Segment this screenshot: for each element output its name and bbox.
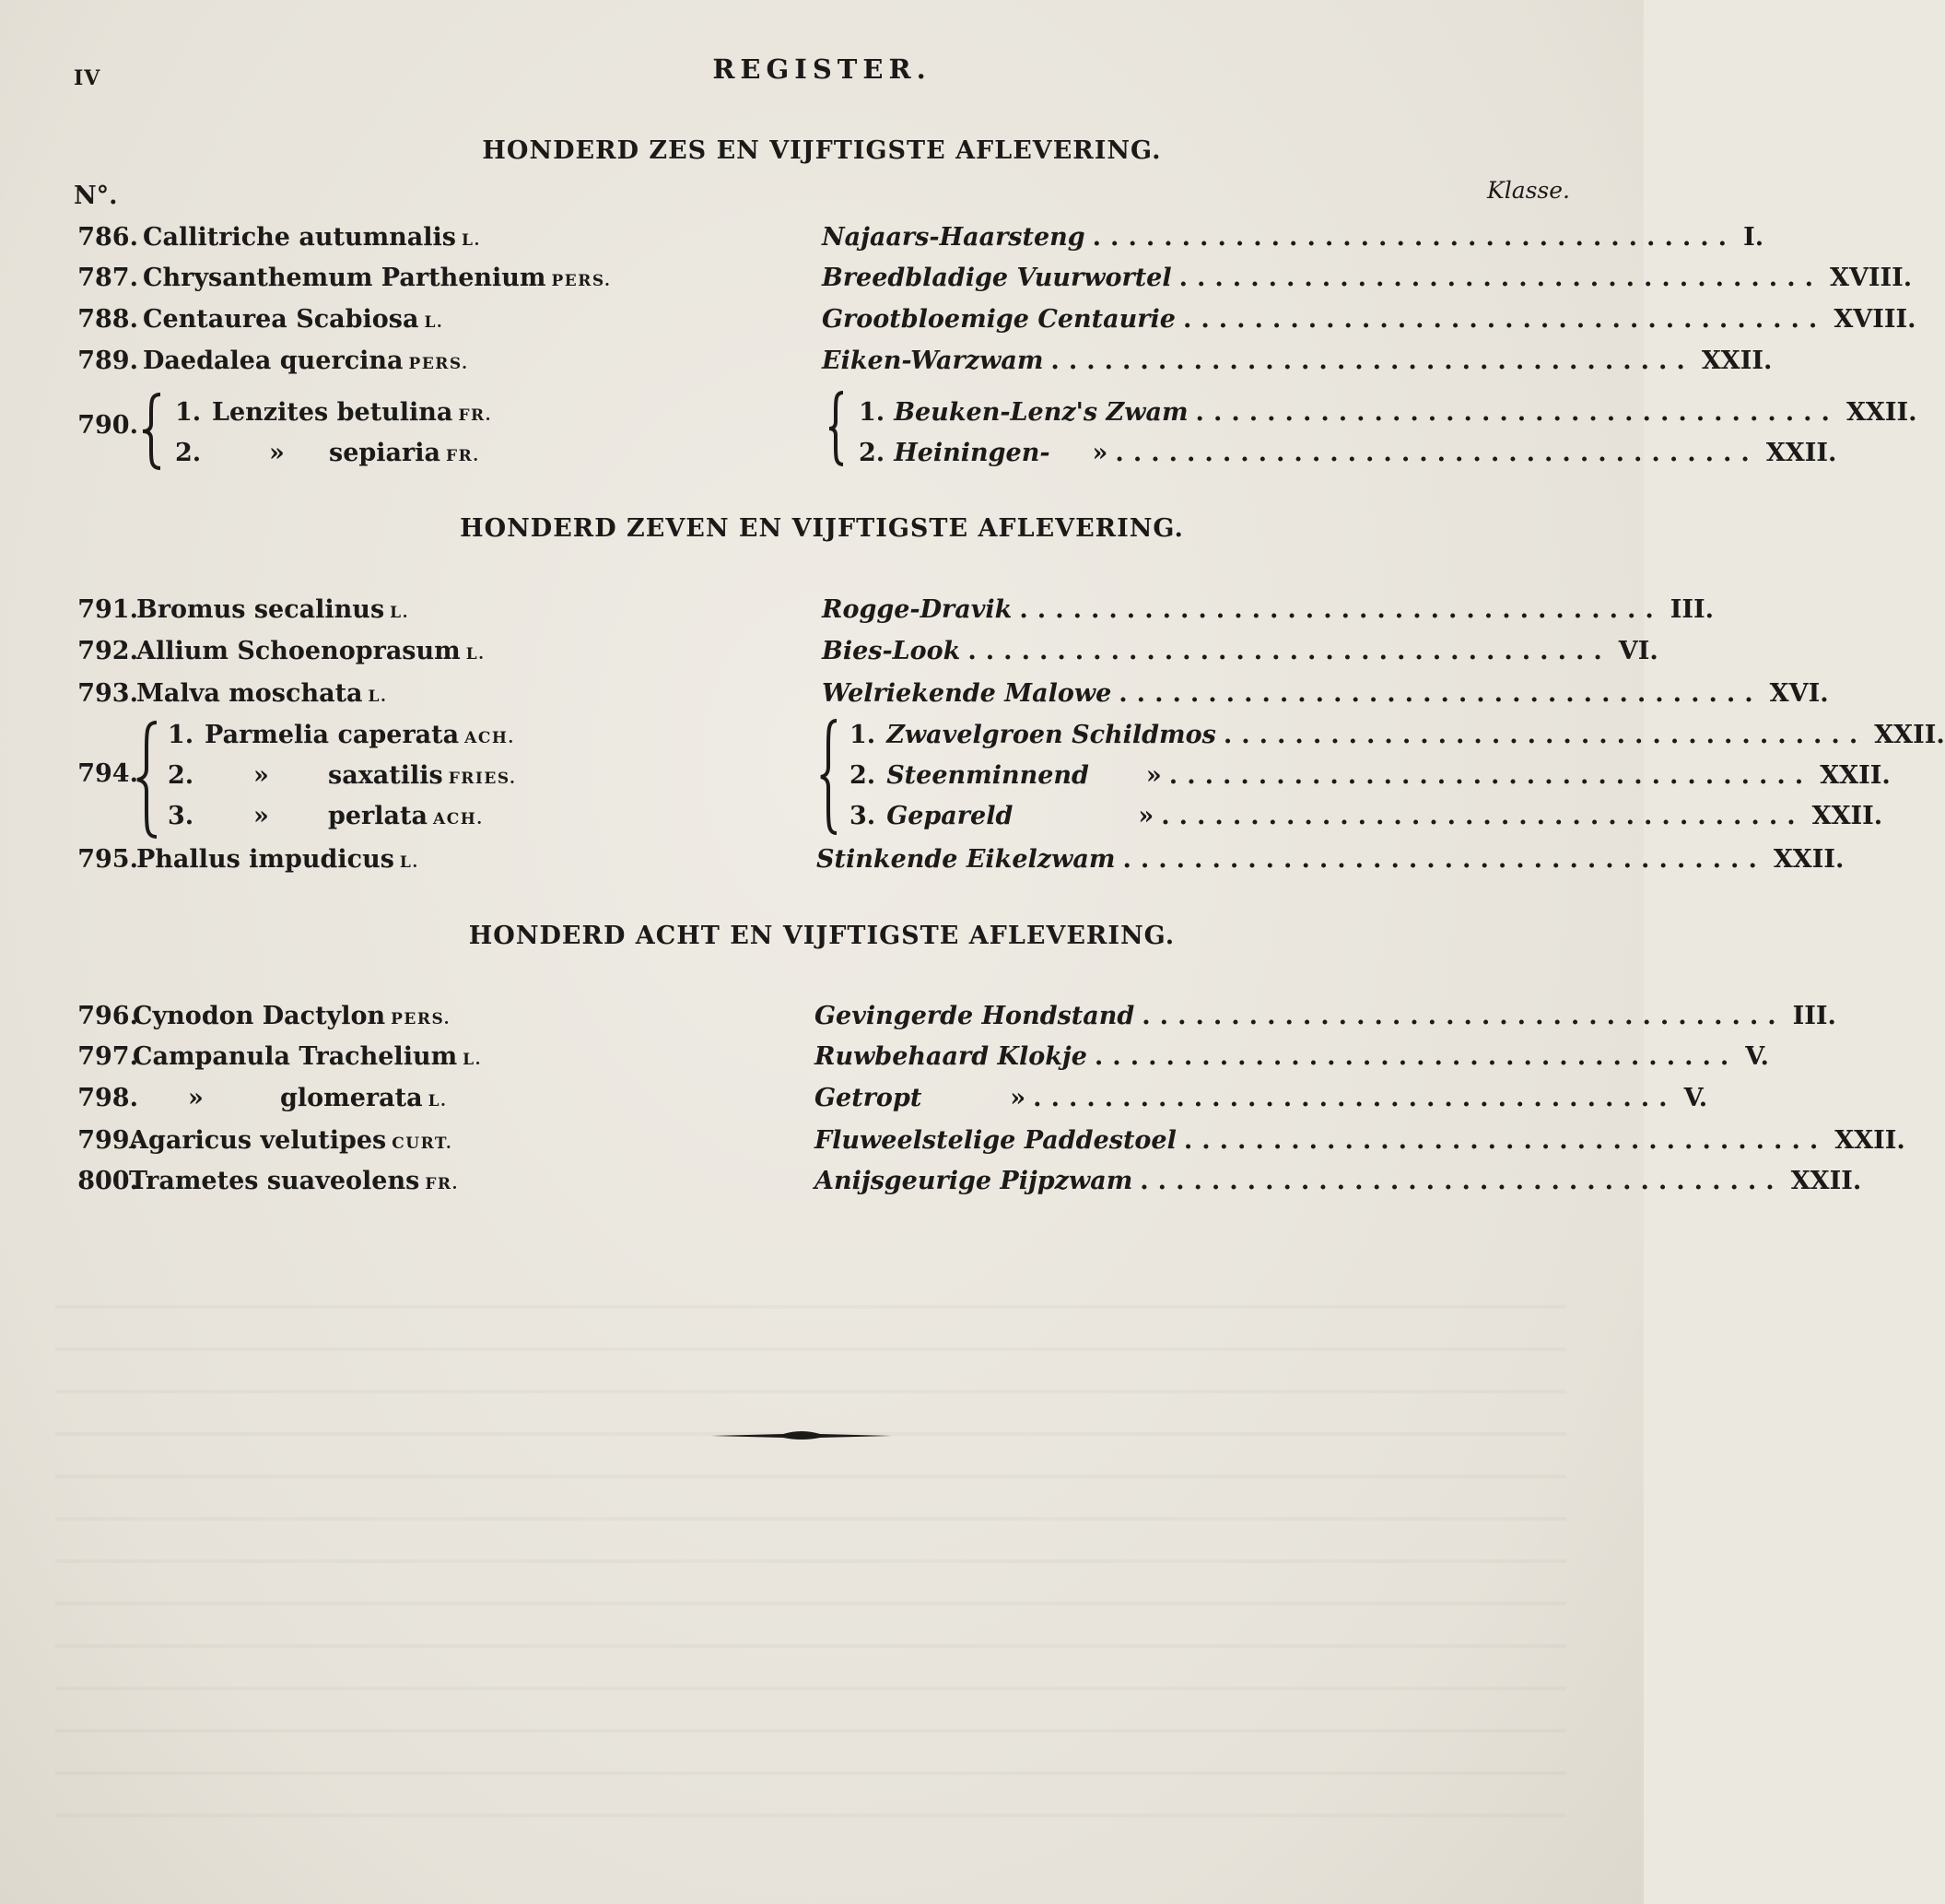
- dutch-name: Gepareld: [886, 802, 1014, 830]
- latin-name: Trametes suaveolens FR.: [129, 1167, 459, 1195]
- ditto-mark: »: [1010, 1084, 1026, 1112]
- dutch-name-row: Grootbloemige Centaurie .................................... XVIII.: [822, 305, 1916, 334]
- dutch-name-row: Anijsgeurige Pijpzwam .................................... XXII.: [814, 1167, 1862, 1195]
- klasse-value: XXII.: [1874, 721, 1945, 749]
- entry-number: 786.: [77, 223, 138, 252]
- ditto-mark: »: [269, 439, 285, 467]
- dutch-name: Rogge-Dravik: [822, 595, 1013, 624]
- entry-number: 789.: [77, 347, 138, 375]
- sub-index: 2.: [168, 761, 194, 790]
- dutch-name: Stinkende Eikelzwam: [816, 845, 1116, 874]
- entry-number: 787.: [77, 264, 138, 292]
- latin-name: Malva moschata L.: [136, 679, 388, 708]
- latin-name: Centaurea Scabiosa L.: [143, 305, 444, 334]
- latin-name: Callitriche autumnalis L.: [143, 223, 481, 252]
- section-heading-156: HONDERD ZES EN VIJFTIGSTE AFLEVERING.: [482, 136, 1162, 165]
- dutch-name-row: Najaars-Haarsteng .................................... I.: [822, 223, 1764, 252]
- klasse-value: III.: [1670, 595, 1715, 624]
- ditto-mark: »: [253, 761, 269, 790]
- latin-name: Lenzites betulina FR.: [212, 398, 493, 427]
- ditto-mark: »: [1138, 802, 1154, 830]
- dutch-name: Eiken-Warzwam: [822, 347, 1044, 375]
- dutch-name: Steenminnend: [886, 761, 1089, 790]
- klasse-value: III.: [1792, 1002, 1836, 1030]
- column-header-klasse: Klasse.: [1487, 177, 1570, 204]
- dutch-name-row: Breedbladige Vuurwortel .................................... XVIII.: [822, 264, 1913, 292]
- dutch-name: Welriekende Malowe: [822, 679, 1112, 708]
- klasse-value: V.: [1683, 1084, 1708, 1112]
- klasse-value: I.: [1743, 223, 1764, 252]
- latin-name: Daedalea quercina PERS.: [143, 347, 469, 375]
- dutch-name-row: Gevingerde Hondstand .................................... III.: [814, 1002, 1836, 1030]
- dutch-name-row: 2. Steenminnend » .................................... XXII.: [849, 761, 1891, 790]
- latin-name: saxatilis FRIES.: [328, 761, 517, 790]
- dutch-name: Fluweelstelige Paddestoel: [814, 1126, 1177, 1155]
- latin-name: Bromus secalinus L.: [136, 595, 410, 624]
- right-brace: [818, 719, 840, 835]
- ditto-mark: »: [253, 802, 269, 830]
- latin-name: Allium Schoenoprasum L.: [136, 637, 486, 665]
- dutch-name-row: Getropt » .................................... V.: [814, 1084, 1708, 1112]
- klasse-value: XXII.: [1834, 1126, 1905, 1155]
- dutch-name-row: Fluweelstelige Paddestoel .................................... XXII.: [814, 1126, 1905, 1155]
- entry-number: 794.: [77, 759, 138, 788]
- klasse-value: XXII.: [1765, 439, 1837, 467]
- klasse-value: XXII.: [1820, 761, 1891, 790]
- dutch-name-row: Stinkende Eikelzwam .................................... XXII.: [816, 845, 1845, 874]
- latin-name: Phallus impudicus L.: [136, 845, 419, 874]
- section-heading-158: HONDERD ACHT EN VIJFTIGSTE AFLEVERING.: [468, 922, 1176, 950]
- latin-name: Agaricus velutipes CURT.: [129, 1126, 453, 1155]
- latin-name: Campanula Trachelium L.: [133, 1042, 483, 1071]
- right-brace: [826, 391, 847, 466]
- left-brace: [140, 393, 164, 470]
- klasse-value: VI.: [1618, 637, 1658, 665]
- section-heading-157: HONDERD ZEVEN EN VIJFTIGSTE AFLEVERING.: [460, 514, 1184, 543]
- dutch-name: Najaars-Haarsteng: [822, 223, 1085, 252]
- dutch-name: Breedbladige Vuurwortel: [822, 264, 1172, 292]
- ditto-mark: »: [1092, 439, 1108, 467]
- latin-name: Parmelia caperata ACH.: [205, 721, 515, 749]
- ditto-mark: »: [1145, 761, 1162, 790]
- latin-name: perlata ACH.: [328, 802, 484, 830]
- left-brace: [135, 721, 160, 839]
- dutch-name: Beuken-Lenz's Zwam: [894, 398, 1189, 427]
- sub-index: 2.: [175, 439, 202, 467]
- klasse-value: XXII.: [1790, 1167, 1862, 1195]
- dutch-name-row: 1. Zwavelgroen Schildmos .................................... XXII.: [849, 721, 1945, 749]
- ditto-mark: »: [188, 1084, 204, 1112]
- klasse-value: V.: [1745, 1042, 1769, 1071]
- dutch-name: Grootbloemige Centaurie: [822, 305, 1176, 334]
- dutch-name: Zwavelgroen Schildmos: [886, 721, 1216, 749]
- entry-number: 793.: [77, 679, 138, 708]
- entry-number: 799.: [77, 1126, 138, 1155]
- latin-name: sepiaria FR.: [329, 439, 480, 467]
- dutch-name-row: 3. Gepareld » .................................... XXII.: [849, 802, 1883, 830]
- entry-number: 797.: [77, 1042, 138, 1071]
- show-through-texture: [55, 1272, 1566, 1825]
- entry-number: 795.: [77, 845, 138, 874]
- sub-index: 1.: [168, 721, 194, 749]
- sub-index: 1.: [175, 398, 202, 427]
- dutch-name-row: Rogge-Dravik .................................... III.: [822, 595, 1715, 624]
- klasse-value: XVIII.: [1834, 305, 1916, 334]
- dutch-name: Anijsgeurige Pijpzwam: [814, 1167, 1133, 1195]
- dutch-name-row: Welriekende Malowe .................................... XVI.: [822, 679, 1829, 708]
- entry-number: 791.: [77, 595, 138, 624]
- klasse-value: XXII.: [1701, 347, 1773, 375]
- entry-number: 788.: [77, 305, 138, 334]
- latin-name: Cynodon Dactylon PERS.: [133, 1002, 451, 1030]
- sub-index: 3.: [168, 802, 194, 830]
- klasse-value: XXII.: [1773, 845, 1845, 874]
- dutch-name: Heiningen-: [894, 439, 1050, 467]
- dutch-name-row: Ruwbehaard Klokje .................................... V.: [814, 1042, 1769, 1071]
- entry-number: 792.: [77, 637, 138, 665]
- dutch-name: Ruwbehaard Klokje: [814, 1042, 1087, 1071]
- klasse-value: XXII.: [1811, 802, 1883, 830]
- klasse-value: XVI.: [1769, 679, 1829, 708]
- entry-number: 790.: [77, 411, 138, 440]
- register-title: REGISTER.: [712, 53, 931, 85]
- entry-number: 800.: [77, 1167, 138, 1195]
- dutch-name-row: 2. Heiningen- » .................................... XXII.: [859, 439, 1837, 467]
- entry-number: 798.: [77, 1084, 138, 1112]
- latin-name: Chrysanthemum Parthenium PERS.: [143, 264, 612, 292]
- dutch-name: Getropt: [814, 1084, 922, 1112]
- klasse-value: XXII.: [1845, 398, 1917, 427]
- klasse-value: XVIII.: [1830, 264, 1913, 292]
- dutch-name: Bies-Look: [822, 637, 961, 665]
- dutch-name: Gevingerde Hondstand: [814, 1002, 1135, 1030]
- dutch-name-row: Bies-Look .................................... VI.: [822, 637, 1658, 665]
- latin-name: glomerata L.: [280, 1084, 448, 1112]
- dutch-name-row: 1. Beuken-Lenz's Zwam .................................... XXII.: [859, 398, 1917, 427]
- entry-number: 796.: [77, 1002, 138, 1030]
- column-header-no: N°.: [74, 182, 118, 210]
- dutch-name-row: Eiken-Warzwam .................................... XXII.: [822, 347, 1773, 375]
- divider-ornament: [709, 1427, 894, 1445]
- page-number: IV: [74, 66, 101, 90]
